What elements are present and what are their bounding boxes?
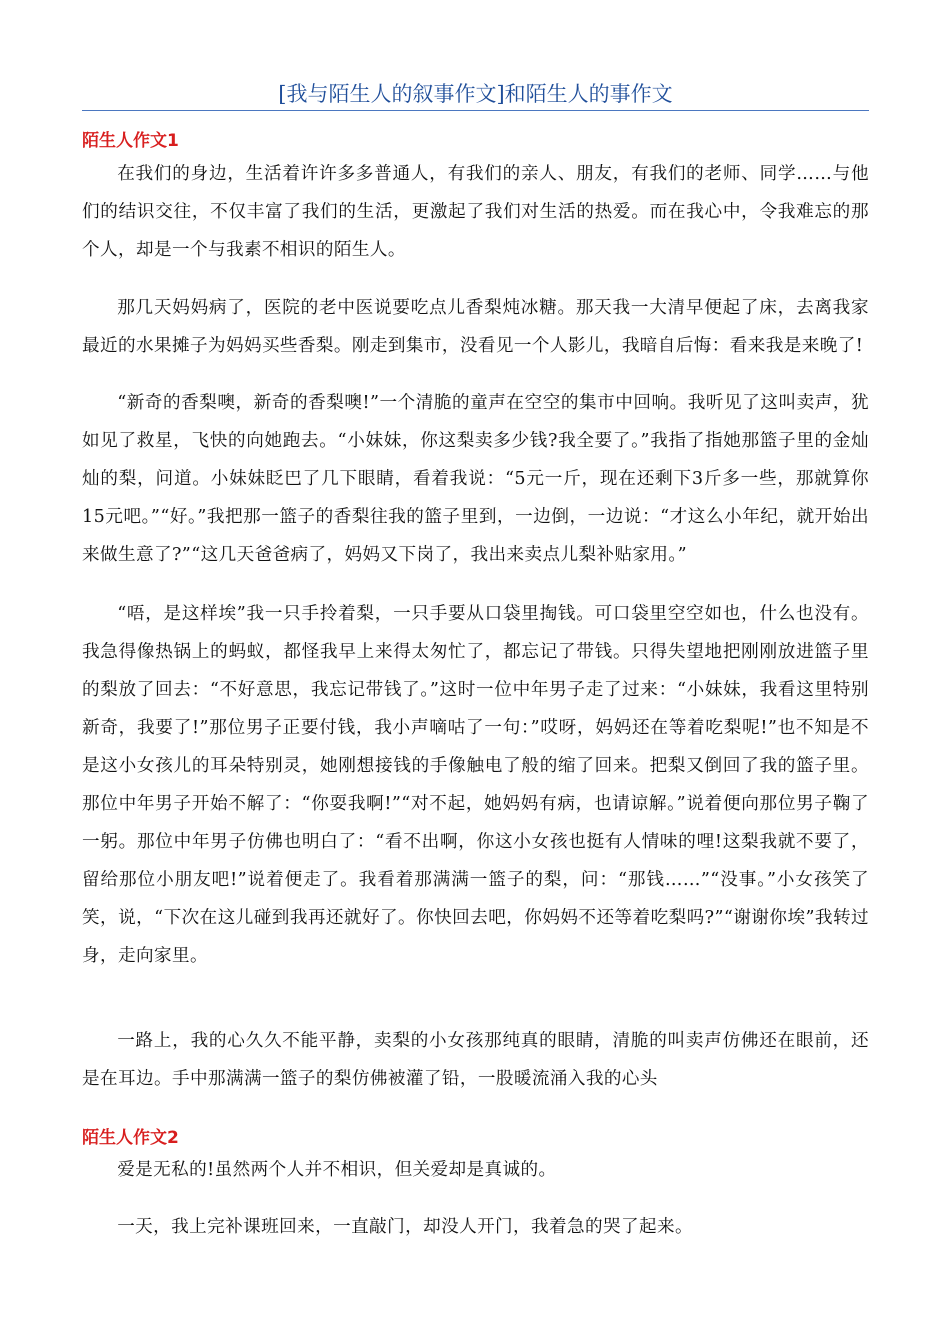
paragraph: “唔，是这样埃”我一只手拎着梨，一只手要从口袋里掏钱。可口袋里空空如也，什么也没有。我急得像热锅上的蚂蚁，都怪我早上来得太匆忙了，都忘记了带钱。只得失望地把刚刚放进篮子里的梨放了回去：“不好意思，我忘记带钱了。”这时一位中年男子走了过来：“小妹妹，我看这里特别新奇，我要了!”那位男子正要付钱，我小声嘀咕了一句：”哎呀，妈妈还在等着吃梨呢!”也不知是不是这小女孩儿的耳朵特别灵，她刚想接钱的手像触电了般的缩了回来。把梨又倒回了我的篮子里。那位中年男子开始不解了：“你耍我啊!”“对不起，她妈妈有病，也请谅解。”说着便向那位男子鞠了一躬。那位中年男子仿佛也明白了：“看不出啊，你这小女孩也挺有人情味的哩!这梨我就不要了，留给那位小朋友吧!”说着便走了。我看着那满满一篮子的梨，问：“那钱……”“没事。”小女孩笑了笑，说，“下次在这儿碰到我再还就好了。你快回去吧，你妈妈不还等着吃梨吗?”“谢谢你埃”我转过身，走向家里。 — [82, 604, 869, 966]
title-underline — [82, 110, 869, 111]
document-title: [我与陌生人的叙事作文]和陌生人的事作文 — [278, 82, 673, 106]
paragraph: 一路上，我的心久久不能平静，卖梨的小女孩那纯真的眼睛，清脆的叫卖声仿佛还在眼前，还是在耳边。手中那满满一篮子的梨仿佛被灌了铅，一股暖流涌入我的心头 — [82, 1031, 869, 1089]
section-heading-1: 陌生人作文1 — [82, 131, 179, 151]
paragraph: 那几天妈妈病了，医院的老中医说要吃点儿香梨炖冰糖。那天我一大清早便起了床，去离我家最近的水果摊子为妈妈买些香梨。刚走到集市，没看见一个人影儿，我暗自后悔：看来我是来晚了! — [82, 298, 869, 356]
section-heading-2: 陌生人作文2 — [82, 1128, 179, 1148]
paragraph: 在我们的身边，生活着许许多多普通人，有我们的亲人、朋友，有我们的老师、同学……与他们的结识交往，不仅丰富了我们的生活，更激起了我们对生活的热爱。而在我心中，令我难忘的那个人，却是一个与我素不相识的陌生人。 — [82, 164, 869, 260]
paragraph: “新奇的香梨噢，新奇的香梨噢!”一个清脆的童声在空空的集市中回响。我听见了这叫卖声，犹如见了救星，飞快的向她跑去。“小妹妹，你这梨卖多少钱?我全要了。”我指了指她那篮子里的金灿灿的梨，问道。小妹妹眨巴了几下眼睛，看着我说：“5元一斤，现在还剩下3斤多一些，那就算你15元吧。”“好。”我把那一篮子的香梨往我的篮子里到，一边倒，一边说：“才这么小年纪，就开始出来做生意了?”“这几天爸爸病了，妈妈又下岗了，我出来卖点儿梨补贴家用。” — [82, 393, 869, 565]
paragraph: 一天，我上完补课班回来，一直敲门，却没人开门，我着急的哭了起来。 — [117, 1217, 693, 1237]
paragraph: 爱是无私的!虽然两个人并不相识，但关爱却是真诚的。 — [117, 1160, 557, 1180]
